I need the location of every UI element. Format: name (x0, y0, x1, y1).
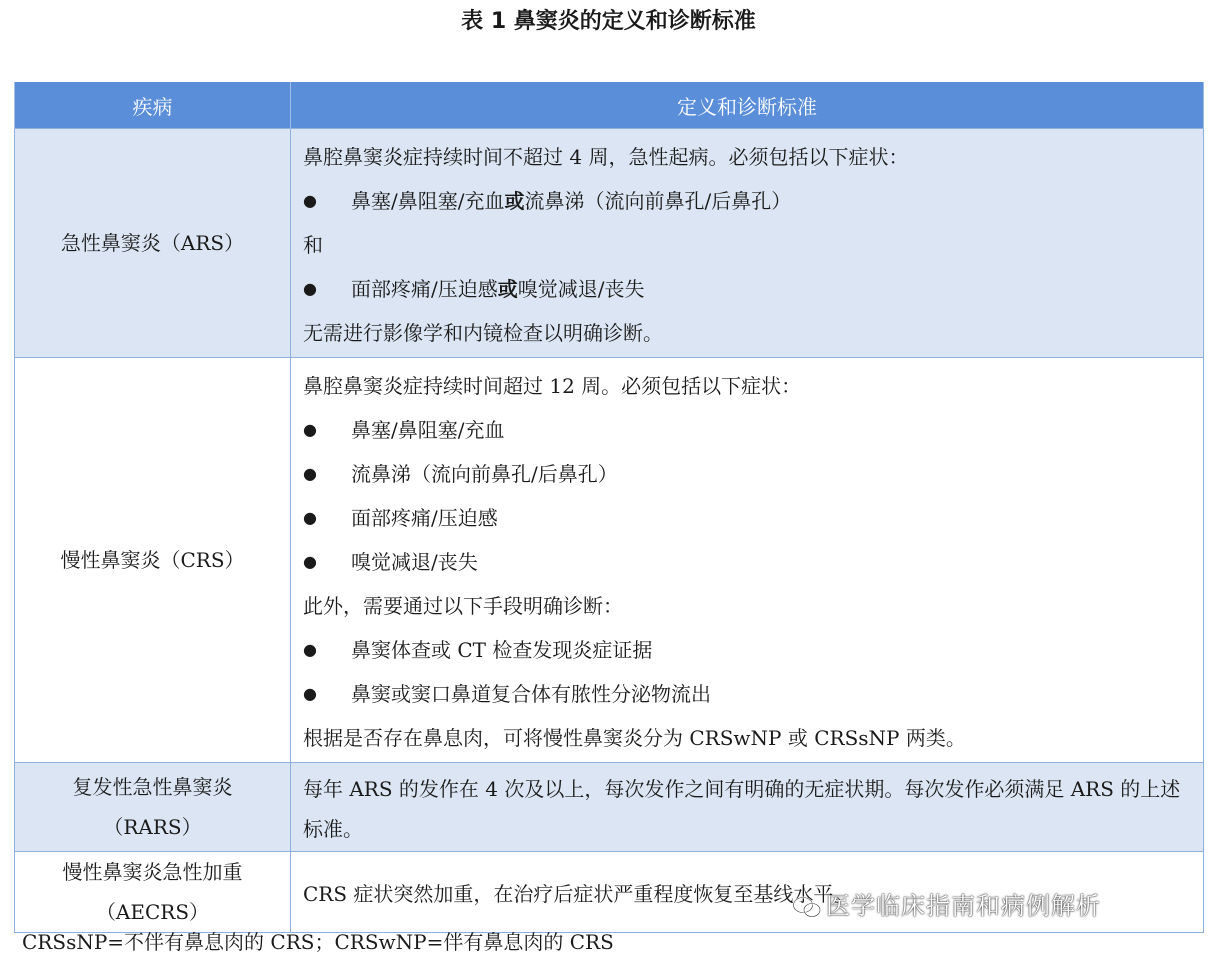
table-row-rars (15, 763, 1204, 852)
bullet-icon: ● (303, 279, 317, 298)
bullet-icon: ● (303, 684, 317, 703)
watermark (792, 886, 1101, 921)
crs-subtypes: 根据是否存在鼻息肉，可将慢性鼻窦炎分为 CRSwNP 或 CRSsNP 两类。 (303, 726, 966, 750)
disease-aecrs: 慢性鼻窦炎急性加重 （AECRS） (15, 852, 291, 933)
bullet-icon: ● (303, 640, 317, 659)
header-disease: 疾病 (15, 82, 291, 129)
crs-intro: 鼻腔鼻窦炎症持续时间超过 12 周。必须包括以下症状： (303, 374, 802, 398)
diagnosis-table (14, 82, 1204, 933)
crs-symptom: ● 嗅觉减退/丧失 (303, 540, 1193, 584)
table-row-ars (15, 129, 1204, 358)
bullet-icon: ● (303, 552, 317, 571)
ars-intro: 鼻腔鼻窦炎症持续时间不超过 4 周，急性起病。必须包括以下症状： (303, 145, 909, 169)
criteria-rars (291, 763, 1204, 852)
ars-and: 和 (303, 233, 323, 257)
bullet-icon: ● (303, 508, 317, 527)
crs-also: 此外，需要通过以下手段明确诊断： (303, 594, 623, 618)
bullet-icon: ● (303, 191, 317, 210)
crs-means: ● 鼻窦体查或 CT 检查发现炎症证据 (303, 628, 1193, 672)
crs-means: ● 鼻窦或窦口鼻道复合体有脓性分泌物流出 (303, 672, 1193, 716)
footnote: CRSsNP=不伴有鼻息肉的 CRS；CRSwNP=伴有鼻息肉的 CRS (22, 930, 614, 954)
rars-text: 每年 ARS 的发作在 4 次及以上，每次发作之间有明确的无症状期。每次发作必须满足 ARS 的上述标准。 (303, 777, 1181, 841)
criteria-ars (291, 129, 1204, 358)
disease-crs: 慢性鼻窦炎（CRS） (15, 358, 291, 763)
table-title: 表 1 鼻窦炎的定义和诊断标准 (461, 9, 756, 34)
crs-symptom: ● 鼻塞/鼻阻塞/充血 (303, 408, 1193, 452)
wechat-icon (792, 896, 822, 918)
header-criteria: 定义和诊断标准 (291, 82, 1204, 129)
table-header-row (15, 82, 1204, 129)
crs-symptom: ● 面部疼痛/压迫感 (303, 496, 1193, 540)
watermark-text: 医学临床指南和病例解析 (826, 892, 1101, 920)
criteria-crs (291, 358, 1204, 763)
ars-symptom-1: ● 鼻塞/鼻阻塞/充血或流鼻涕（流向前鼻孔/后鼻孔） (303, 179, 1193, 223)
crs-symptom: ● 流鼻涕（流向前鼻孔/后鼻孔） (303, 452, 1193, 496)
disease-ars: 急性鼻窦炎（ARS） (15, 129, 291, 358)
ars-note: 无需进行影像学和内镜检查以明确诊断。 (303, 321, 663, 345)
aecrs-text: CRS 症状突然加重，在治疗后症状严重程度恢复至基线水平。 (303, 882, 854, 906)
disease-rars: 复发性急性鼻窦炎 （RARS） (15, 763, 291, 852)
bullet-icon: ● (303, 420, 317, 439)
ars-symptom-2: ● 面部疼痛/压迫感或嗅觉减退/丧失 (303, 267, 1193, 311)
table-row-crs (15, 358, 1204, 763)
bullet-icon: ● (303, 464, 317, 483)
